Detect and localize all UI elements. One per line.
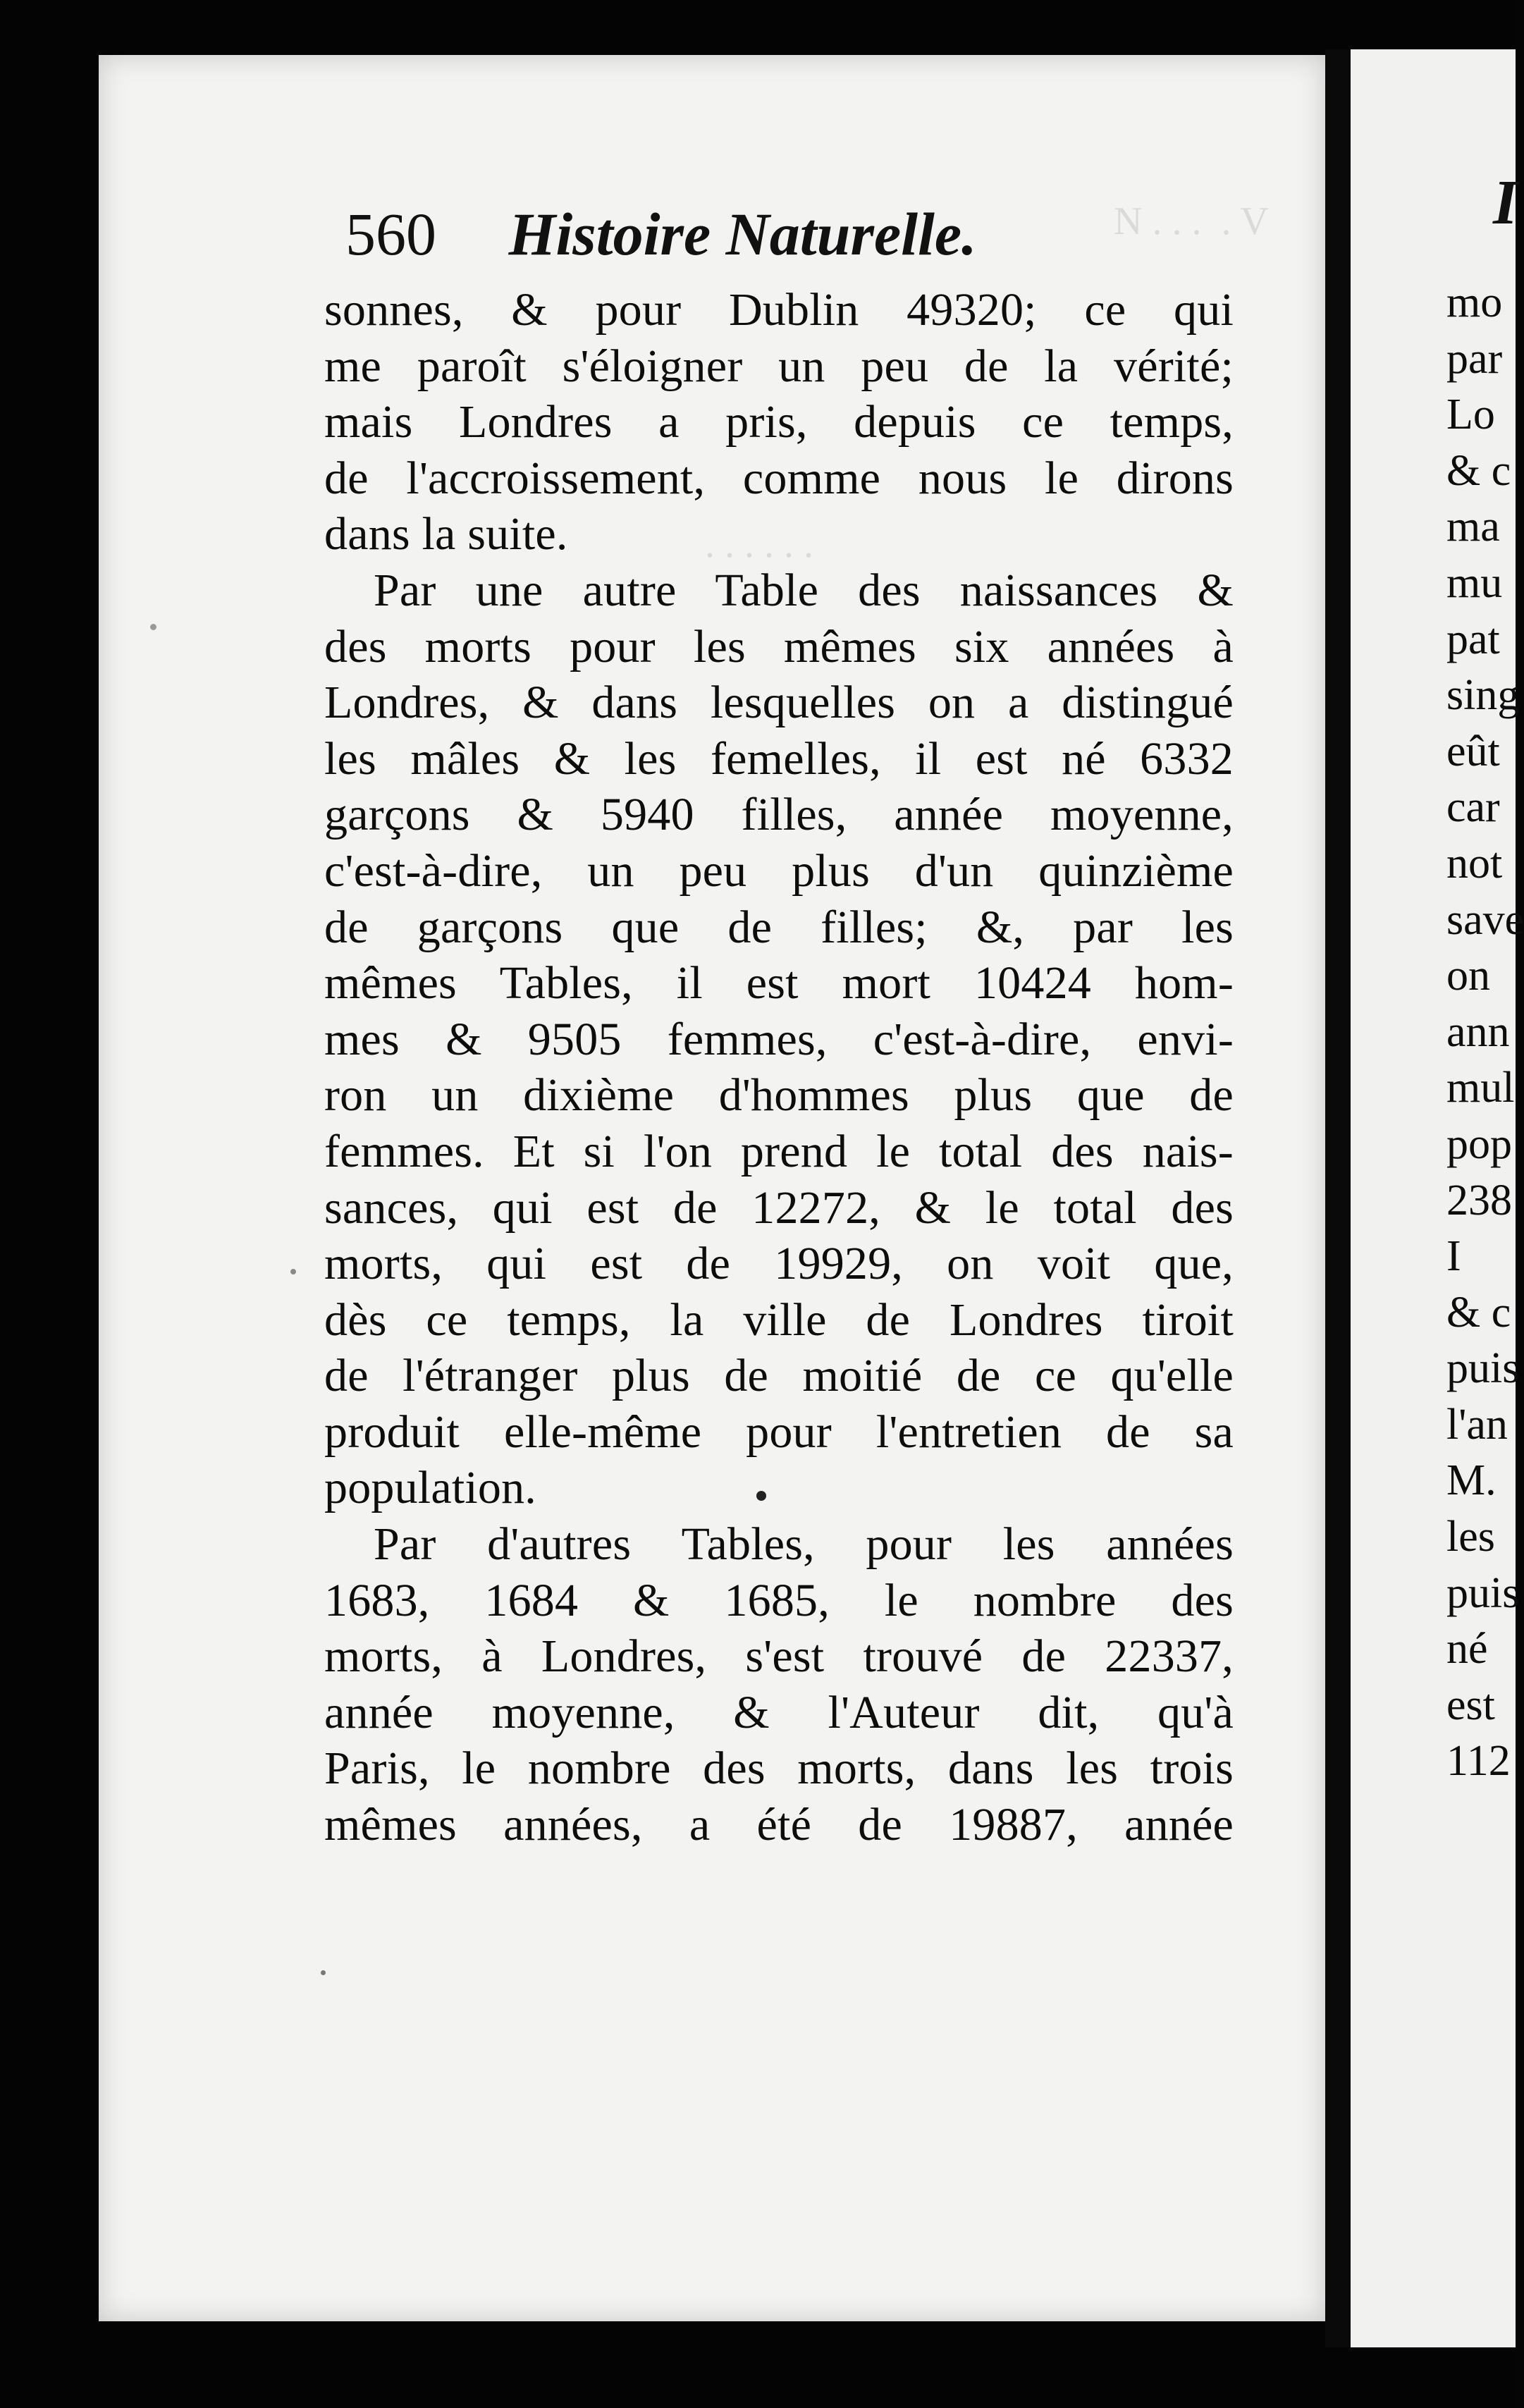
text-line: morts, à Londres, s'est trouvé de 22337, (324, 1630, 1234, 1683)
text-line: Par une autre Table des naissances & (374, 564, 1234, 616)
running-title: Histoire Naturelle. (508, 200, 977, 268)
text-line: mais Londres a pris, depuis ce temps, (324, 396, 1234, 448)
text-line: femmes. Et si l'on prend le total des nais- (324, 1125, 1234, 1177)
text-line: année moyenne, & l'Auteur dit, qu'à (324, 1686, 1234, 1738)
text-line-fragment: mo (1446, 278, 1503, 326)
text-line-fragment: puis (1446, 1344, 1520, 1393)
text-line: 1683, 1684 & 1685, le nombre des (324, 1574, 1234, 1626)
text-line-fragment: sing (1446, 671, 1520, 720)
right-page-text-fragments (1446, 275, 1524, 1790)
page-number: 560 (345, 200, 436, 268)
ink-speck (150, 624, 156, 630)
text-line: de l'étranger plus de moitié de ce qu'elle (324, 1350, 1234, 1402)
text-line-fragment: est (1446, 1681, 1495, 1729)
text-line-fragment: mu (1446, 558, 1503, 607)
show-through-text: N . . . . V (1114, 199, 1269, 243)
text-line-fragment: puis (1446, 1568, 1520, 1617)
text-line-fragment: né (1446, 1625, 1488, 1673)
text-line: mêmes Tables, il est mort 10424 hom- (324, 957, 1234, 1009)
text-line: morts, qui est de 19929, on voit que, (324, 1238, 1234, 1290)
text-line-fragment: eût (1446, 727, 1500, 775)
text-line: mes & 9505 femmes, c'est-à-dire, envi- (324, 1013, 1234, 1065)
text-line-fragment: par (1446, 334, 1503, 383)
text-line: sances, qui est de 12272, & le total des (324, 1181, 1234, 1234)
text-line-fragment: & c (1446, 1288, 1511, 1337)
text-line-fragment: pop (1446, 1119, 1512, 1168)
text-line: c'est-à-dire, un peu plus d'un quinzième (324, 844, 1234, 897)
text-line: dès ce temps, la ville de Londres tiroit (324, 1294, 1234, 1346)
text-line: dans la suite. (324, 508, 568, 560)
text-line-fragment: Lo (1446, 391, 1495, 439)
text-line: de l'accroissement, comme nous le dirons (324, 452, 1234, 504)
text-line-fragment: l'an (1446, 1400, 1508, 1449)
text-line-fragment: pat (1446, 615, 1500, 663)
text-line: me paroît s'éloigner un peu de la vérité; (324, 340, 1234, 392)
text-line: Paris, le nombre des morts, dans les trois (324, 1743, 1234, 1795)
running-header (345, 192, 1219, 276)
ink-speck (321, 1970, 326, 1975)
text-line-fragment: les (1446, 1513, 1495, 1561)
text-line: les mâles & les femelles, il est né 6332 (324, 732, 1234, 785)
text-line-fragment: mul (1446, 1064, 1515, 1112)
text-line-fragment: on (1446, 952, 1490, 1000)
text-line-fragment: not (1446, 839, 1503, 887)
text-line: mêmes années, a été de 19887, année (324, 1799, 1234, 1851)
text-line: Londres, & dans lesquelles on a distingué (324, 677, 1234, 729)
text-line-fragment: ma (1446, 503, 1500, 551)
text-line: ron un dixième d'hommes plus que de (324, 1069, 1234, 1122)
text-line-fragment: & c (1446, 446, 1511, 495)
show-through-text: . . . . . . (705, 522, 813, 566)
text-line: population. (324, 1462, 537, 1514)
text-line: produit elle-même pour l'entretien de sa (324, 1406, 1234, 1458)
ink-speck (756, 1491, 766, 1501)
text-line: des morts pour les mêmes six années à (324, 620, 1234, 672)
text-line: Par d'autres Tables, pour les années (374, 1518, 1234, 1571)
text-line-fragment: M. (1446, 1456, 1497, 1505)
text-line-fragment: 238 (1446, 1176, 1512, 1224)
text-line-fragment: car (1446, 783, 1500, 832)
text-line-fragment: 112 (1446, 1737, 1511, 1786)
body-text (324, 282, 1234, 1853)
text-line-fragment: ann (1446, 1007, 1510, 1056)
text-line-fragment: save (1446, 895, 1524, 944)
ink-speck (290, 1269, 296, 1274)
text-line: garçons & 5940 filles, année moyenne, (324, 789, 1234, 841)
text-line: de garçons que de filles; &, par les (324, 901, 1234, 953)
right-page-header-fragment: I (1493, 168, 1518, 238)
text-line: sonnes, & pour Dublin 49320; ce qui (324, 284, 1234, 336)
text-line-fragment: I (1446, 1232, 1461, 1281)
book-gutter (1325, 49, 1351, 2347)
